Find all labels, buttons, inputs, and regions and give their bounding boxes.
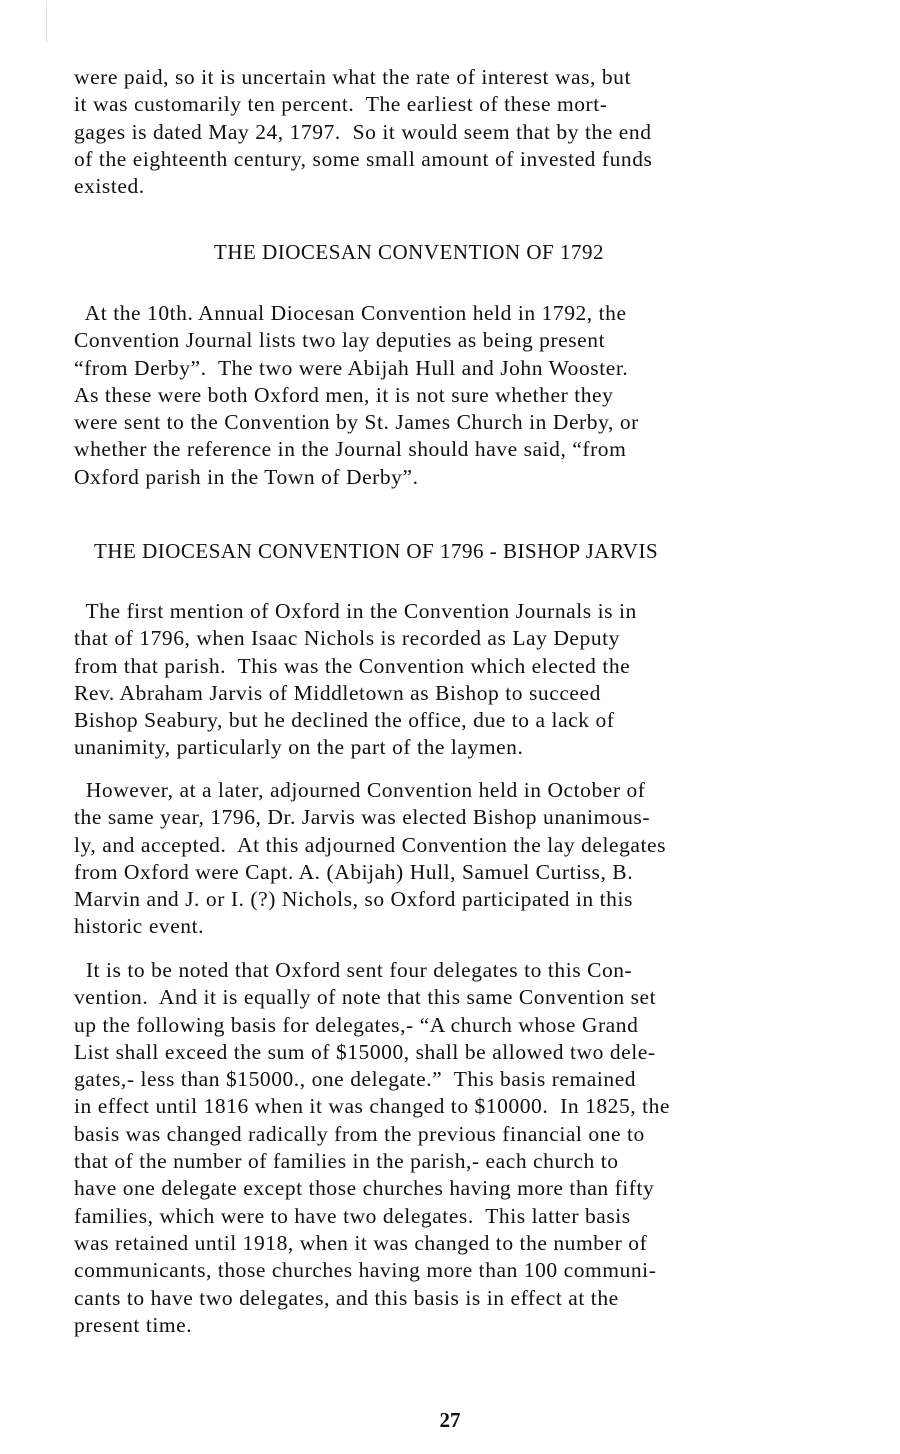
section-heading-1792: THE DIOCESAN CONVENTION OF 1792 xyxy=(214,240,604,264)
paragraph-delegate-basis xyxy=(74,957,874,1339)
scan-mark xyxy=(46,2,47,42)
text-line: vention. And it is equally of note that this same Convention set xyxy=(74,985,657,1010)
text-line: unanimity, particularly on the part of the laymen. xyxy=(74,735,524,760)
text-line: However, at a later, adjourned Convention held in October of xyxy=(74,778,646,802)
text-line: As these were both Oxford men, it is not sure whether they xyxy=(74,382,614,407)
text-line: families, which were to have two delegates. This latter basis xyxy=(74,1203,631,1228)
text-line: existed. xyxy=(74,174,145,199)
text-line: Bishop Seabury, but he declined the office, due to a lack of xyxy=(74,708,615,733)
text-line: gates,- less than $15000., one delegate.” This basis remained xyxy=(74,1067,637,1092)
text-line: List shall exceed the sum of $15000, shall be allowed two dele- xyxy=(74,1039,656,1064)
text-line: that of the number of families in the parish,- each church to xyxy=(74,1149,619,1174)
text-line: it was customarily ten percent. The earliest of these mort- xyxy=(74,92,608,117)
text-line: in effect until 1816 when it was changed to $10000. In 1825, the xyxy=(74,1094,671,1119)
text-line: Oxford parish in the Town of Derby”. xyxy=(74,464,419,489)
paragraph-first-mention xyxy=(74,598,874,762)
text-line: from that parish. This was the Convention which elected the xyxy=(74,653,631,678)
text-line: from Oxford were Capt. A. (Abijah) Hull, Samuel Curtiss, B. xyxy=(74,859,634,884)
text-line: present time. xyxy=(74,1312,193,1337)
text-line: have one delegate except those churches having more than fifty xyxy=(74,1176,655,1201)
section-heading-1796: THE DIOCESAN CONVENTION OF 1796 - BISHOP JARVIS xyxy=(94,539,659,563)
page-number: 27 xyxy=(439,1408,461,1432)
text-line: ly, and accepted. At this adjourned Convention the lay delegates xyxy=(74,832,666,857)
text-line: that of 1796, when Isaac Nichols is recorded as Lay Deputy xyxy=(74,626,620,651)
text-line: historic event. xyxy=(74,914,205,939)
text-line: up the following basis for delegates,- “A church whose Grand xyxy=(74,1012,639,1037)
text-line: At the 10th. Annual Diocesan Convention held in 1792, the xyxy=(74,301,627,325)
text-line: communicants, those churches having more than 100 communi- xyxy=(74,1258,657,1283)
text-line: cants to have two delegates, and this basis is in effect at the xyxy=(74,1285,619,1310)
text-line: the same year, 1796, Dr. Jarvis was elected Bishop unanimous- xyxy=(74,805,651,830)
text-line: gages is dated May 24, 1797. So it would seem that by the end xyxy=(74,119,652,144)
text-line: of the eighteenth century, some small amount of invested funds xyxy=(74,146,653,171)
text-line: was retained until 1918, when it was changed to the number of xyxy=(74,1230,648,1255)
text-line: Marvin and J. or I. (?) Nichols, so Oxford participated in this xyxy=(74,887,633,912)
text-line: were sent to the Convention by St. James Church in Derby, or xyxy=(74,410,639,435)
text-line: were paid, so it is uncertain what the rate of interest was, but xyxy=(74,65,632,89)
text-line: basis was changed radically from the previous financial one to xyxy=(74,1121,645,1146)
paragraph-interest xyxy=(74,64,874,200)
text-line: Rev. Abraham Jarvis of Middletown as Bishop to succeed xyxy=(74,680,601,705)
text-line: “from Derby”. The two were Abijah Hull and John Wooster. xyxy=(74,355,629,380)
text-line: whether the reference in the Journal should have said, “from xyxy=(74,437,627,462)
text-line: Convention Journal lists two lay deputies as being present xyxy=(74,328,606,353)
text-line: It is to be noted that Oxford sent four delegates to this Con- xyxy=(74,958,633,982)
paragraph-adjourned-convention xyxy=(74,777,874,941)
paragraph-1792-convention xyxy=(74,300,874,491)
text-line: The first mention of Oxford in the Convention Journals is in xyxy=(74,599,637,623)
